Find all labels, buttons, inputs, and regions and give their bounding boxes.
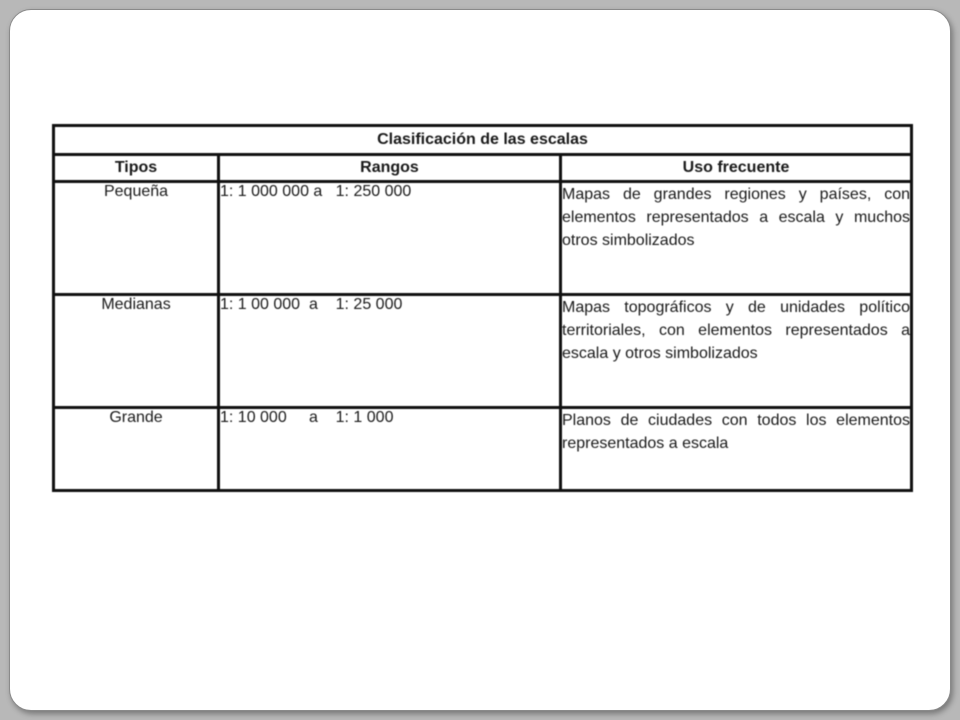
header-tipos: Tipos [54, 155, 219, 182]
header-rangos: Rangos [219, 155, 561, 182]
cell-uso: Mapas topográficos y de unidades político territoriales, con elementos representados a escala y otros simbolizados [561, 295, 912, 408]
table-header-row [54, 155, 912, 182]
table-caption-row [54, 126, 912, 155]
cell-rango: 1: 1 000 000 a 1: 250 000 [219, 182, 561, 295]
scales-table [52, 124, 913, 492]
cell-uso: Mapas de grandes regiones y países, con elementos representados a escala y muchos otros simbolizados [561, 182, 912, 295]
table-row [54, 295, 912, 408]
cell-rango: 1: 1 00 000 a 1: 25 000 [219, 295, 561, 408]
cell-tipo: Medianas [54, 295, 219, 408]
cell-uso: Planos de ciudades con todos los elementos representados a escala [561, 408, 912, 491]
table-row [54, 408, 912, 491]
cell-tipo: Pequeña [54, 182, 219, 295]
slide [9, 9, 951, 711]
table-title: Clasificación de las escalas [54, 126, 912, 155]
cell-tipo: Grande [54, 408, 219, 491]
cell-rango: 1: 10 000 a 1: 1 000 [219, 408, 561, 491]
header-uso-frecuente: Uso frecuente [561, 155, 912, 182]
table-row [54, 182, 912, 295]
